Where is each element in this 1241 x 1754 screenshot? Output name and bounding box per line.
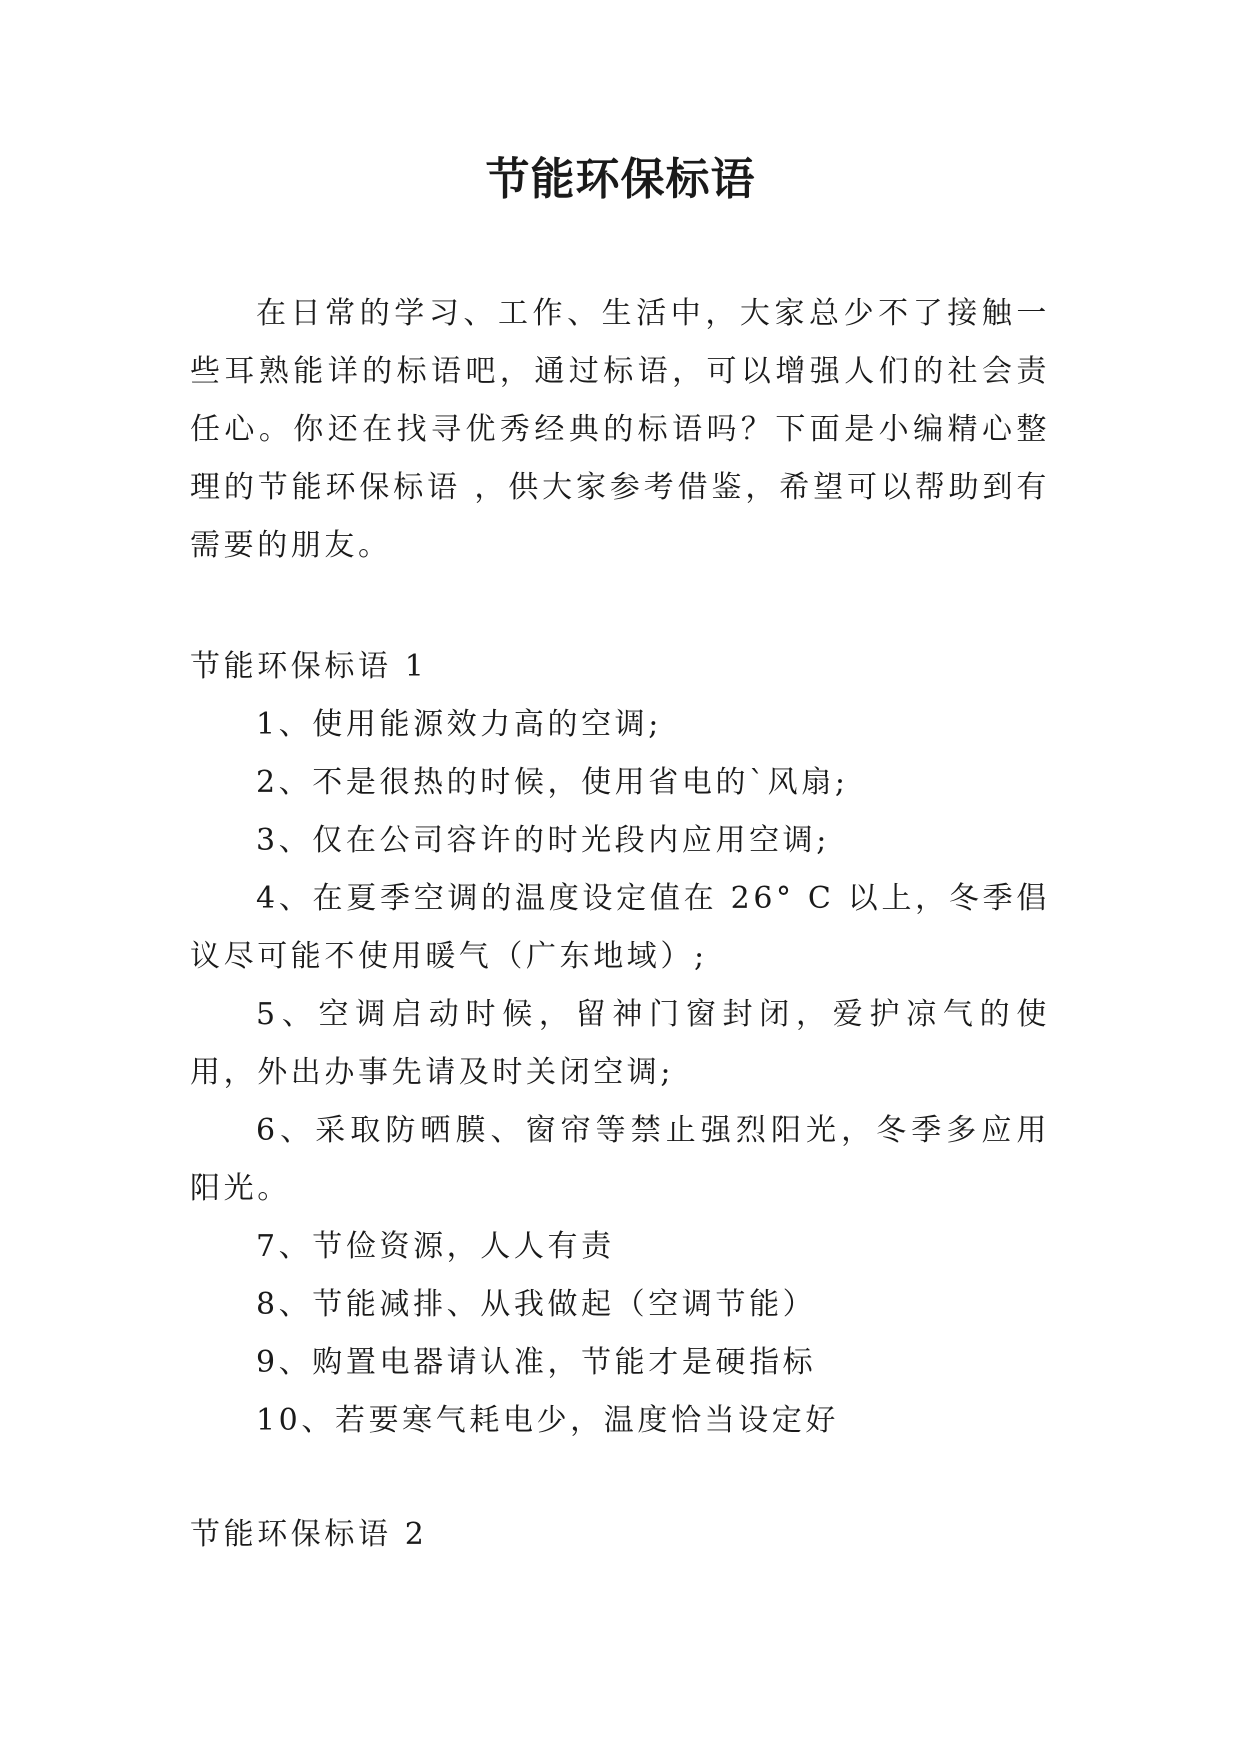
list-item: 2、不是很热的时候，使用省电的`风扇; (256, 765, 849, 800)
section-heading-1: 节能环保标语 1 (190, 649, 428, 684)
intro-paragraph: 在日常的学习、工作、生活中，大家总少不了接触一些耳熟能详的标语吧，通过标语，可以增强人们的社会责任心。你还在找寻优秀经典的标语吗？下面是小编精心整理的节能环保标语 ，供大家参考借鉴，希望可以帮助到有需要的朋友。 (190, 296, 1050, 563)
list-item: 4、在夏季空调的温度设定值在 26° C 以上，冬季倡议尽可能不使用暖气（广东地域）; (190, 881, 1050, 974)
list-item: 7、节俭资源，人人有责 (256, 1229, 615, 1264)
section-heading-2: 节能环保标语 2 (190, 1517, 428, 1552)
list-item: 6、采取防晒膜、窗帘等禁止强烈阳光，冬季多应用阳光。 (190, 1113, 1050, 1206)
document-title: 节能环保标语 (485, 154, 756, 205)
list-item: 9、购置电器请认准，节能才是硬指标 (256, 1345, 817, 1380)
list-item: 8、节能减排、从我做起（空调节能） (256, 1287, 817, 1322)
list-item: 5、空调启动时候，留神门窗封闭，爱护凉气的使用，外出办事先请及时关闭空调; (190, 997, 1050, 1090)
list-item: 3、仅在公司容许的时光段内应用空调; (256, 823, 830, 858)
list-item: 1、使用能源效力高的空调; (256, 707, 662, 742)
list-item: 10、若要寒气耗电少，温度恰当设定好 (256, 1403, 839, 1438)
slogan-list (190, 696, 1050, 1450)
